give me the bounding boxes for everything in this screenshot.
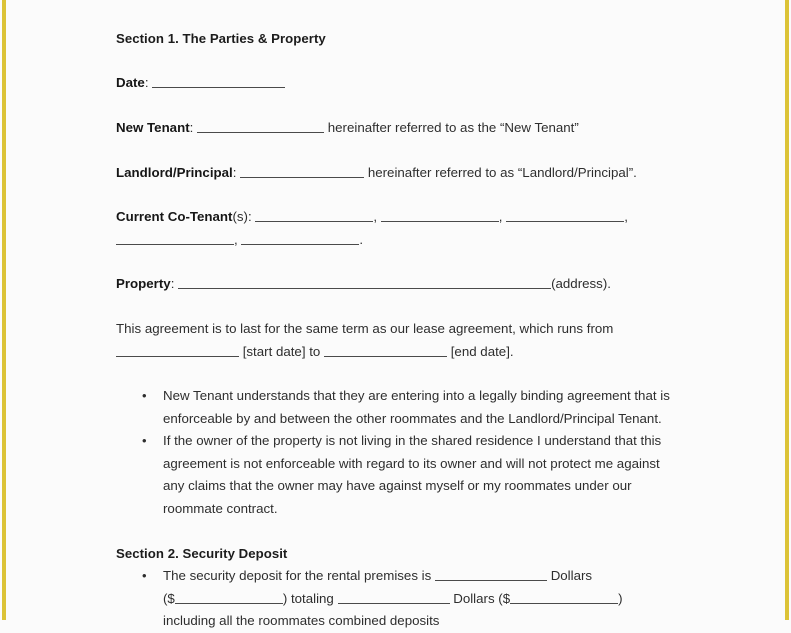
end-date-input-blank[interactable] [324, 343, 447, 357]
list-item: • New Tenant understands that they are entering into a legally binding agreement that is enforceable by and between the other roommates and the Landlord/Principal Tenant. [116, 385, 678, 430]
new-tenant-label: New Tenant [116, 120, 190, 135]
landlord-principal-suffix: hereinafter referred to as “Landlord/Principal”. [367, 165, 637, 180]
section1-bullet-list [116, 385, 678, 521]
co-tenant-comma-4: , [234, 232, 238, 247]
co-tenant-comma-2: , [498, 209, 503, 224]
deposit-text-part-5: Dollars ($ [453, 590, 511, 606]
date-input-blank[interactable] [152, 74, 285, 88]
deposit-amount-words-blank[interactable] [435, 567, 547, 581]
co-tenant-input-blank-4[interactable] [116, 231, 234, 245]
current-co-tenant-label: Current Co-Tenant [116, 209, 233, 224]
property-label: Property [116, 276, 171, 291]
date-field-row [116, 72, 285, 94]
deposit-text-part-6: ) [618, 590, 623, 606]
co-tenant-period: . [359, 232, 364, 247]
current-co-tenant-field-row-2 [116, 229, 363, 251]
section2-heading-row [116, 543, 287, 565]
current-co-tenant-label-suffix: (s): [232, 209, 252, 224]
co-tenant-comma-1: , [373, 209, 378, 224]
date-colon: : [144, 75, 149, 90]
list-item [116, 565, 678, 633]
co-tenant-input-blank-2[interactable] [381, 208, 499, 222]
section1-heading: Section 1. The Parties & Property [116, 31, 326, 46]
new-tenant-colon: : [189, 120, 194, 135]
term-paragraph-line-1: This agreement is to last for the same term as our lease agreement, which runs from [116, 321, 614, 336]
term-paragraph [116, 317, 613, 363]
date-label: Date [116, 75, 145, 90]
section1-bullet-list-wrap [116, 385, 678, 521]
landlord-principal-field-row [116, 162, 637, 184]
new-tenant-field-row [116, 117, 579, 139]
deposit-text-part-4: ) totaling [282, 590, 334, 606]
property-input-blank[interactable] [178, 275, 551, 289]
deposit-text-part-2: Dollars [550, 568, 593, 583]
list-item: • If the owner of the property is not living in the shared residence I understand that this agreement is not enforceable with regard to its owner and will not protect me against any claims that the owner may have against myself or my roommates under our roommate contract. [116, 430, 678, 520]
co-tenant-input-blank-3[interactable] [506, 208, 624, 222]
property-suffix: (address). [551, 276, 611, 291]
new-tenant-input-blank[interactable] [197, 119, 324, 133]
new-tenant-suffix: hereinafter referred to as the “New Tenant” [327, 120, 579, 135]
end-date-bracket-label: [end date]. [450, 344, 514, 359]
document-body [116, 0, 678, 629]
section2-bullet-list-wrap [116, 565, 678, 633]
landlord-principal-label: Landlord/Principal [116, 165, 233, 180]
start-date-input-blank[interactable] [116, 343, 239, 357]
deposit-amount-numeric-blank[interactable] [175, 590, 283, 604]
landlord-principal-colon: : [232, 165, 237, 180]
deposit-text-part-1: The security deposit for the rental premises is [163, 568, 432, 583]
property-field-row [116, 273, 611, 295]
co-tenant-input-blank-5[interactable] [241, 231, 359, 245]
landlord-principal-input-blank[interactable] [240, 164, 364, 178]
current-co-tenant-field-row [116, 206, 628, 228]
deposit-text-part-3: ($ [163, 590, 175, 606]
section1-heading-row [116, 28, 326, 50]
total-deposit-words-blank[interactable] [338, 590, 450, 604]
term-paragraph-line-2 [116, 340, 613, 363]
page-left-border [2, 0, 6, 620]
total-deposit-numeric-blank[interactable] [510, 590, 618, 604]
page-right-border [785, 0, 789, 620]
property-colon: : [170, 276, 175, 291]
start-date-bracket-label: [start date] [242, 344, 306, 359]
co-tenant-comma-3: , [624, 209, 628, 224]
term-to-word: to [309, 344, 321, 359]
section2-bullet-list [116, 565, 678, 633]
section2-heading: Section 2. Security Deposit [116, 546, 288, 561]
deposit-text-part-7: including all the roommates combined deposits [163, 613, 440, 629]
co-tenant-input-blank-1[interactable] [255, 208, 373, 222]
